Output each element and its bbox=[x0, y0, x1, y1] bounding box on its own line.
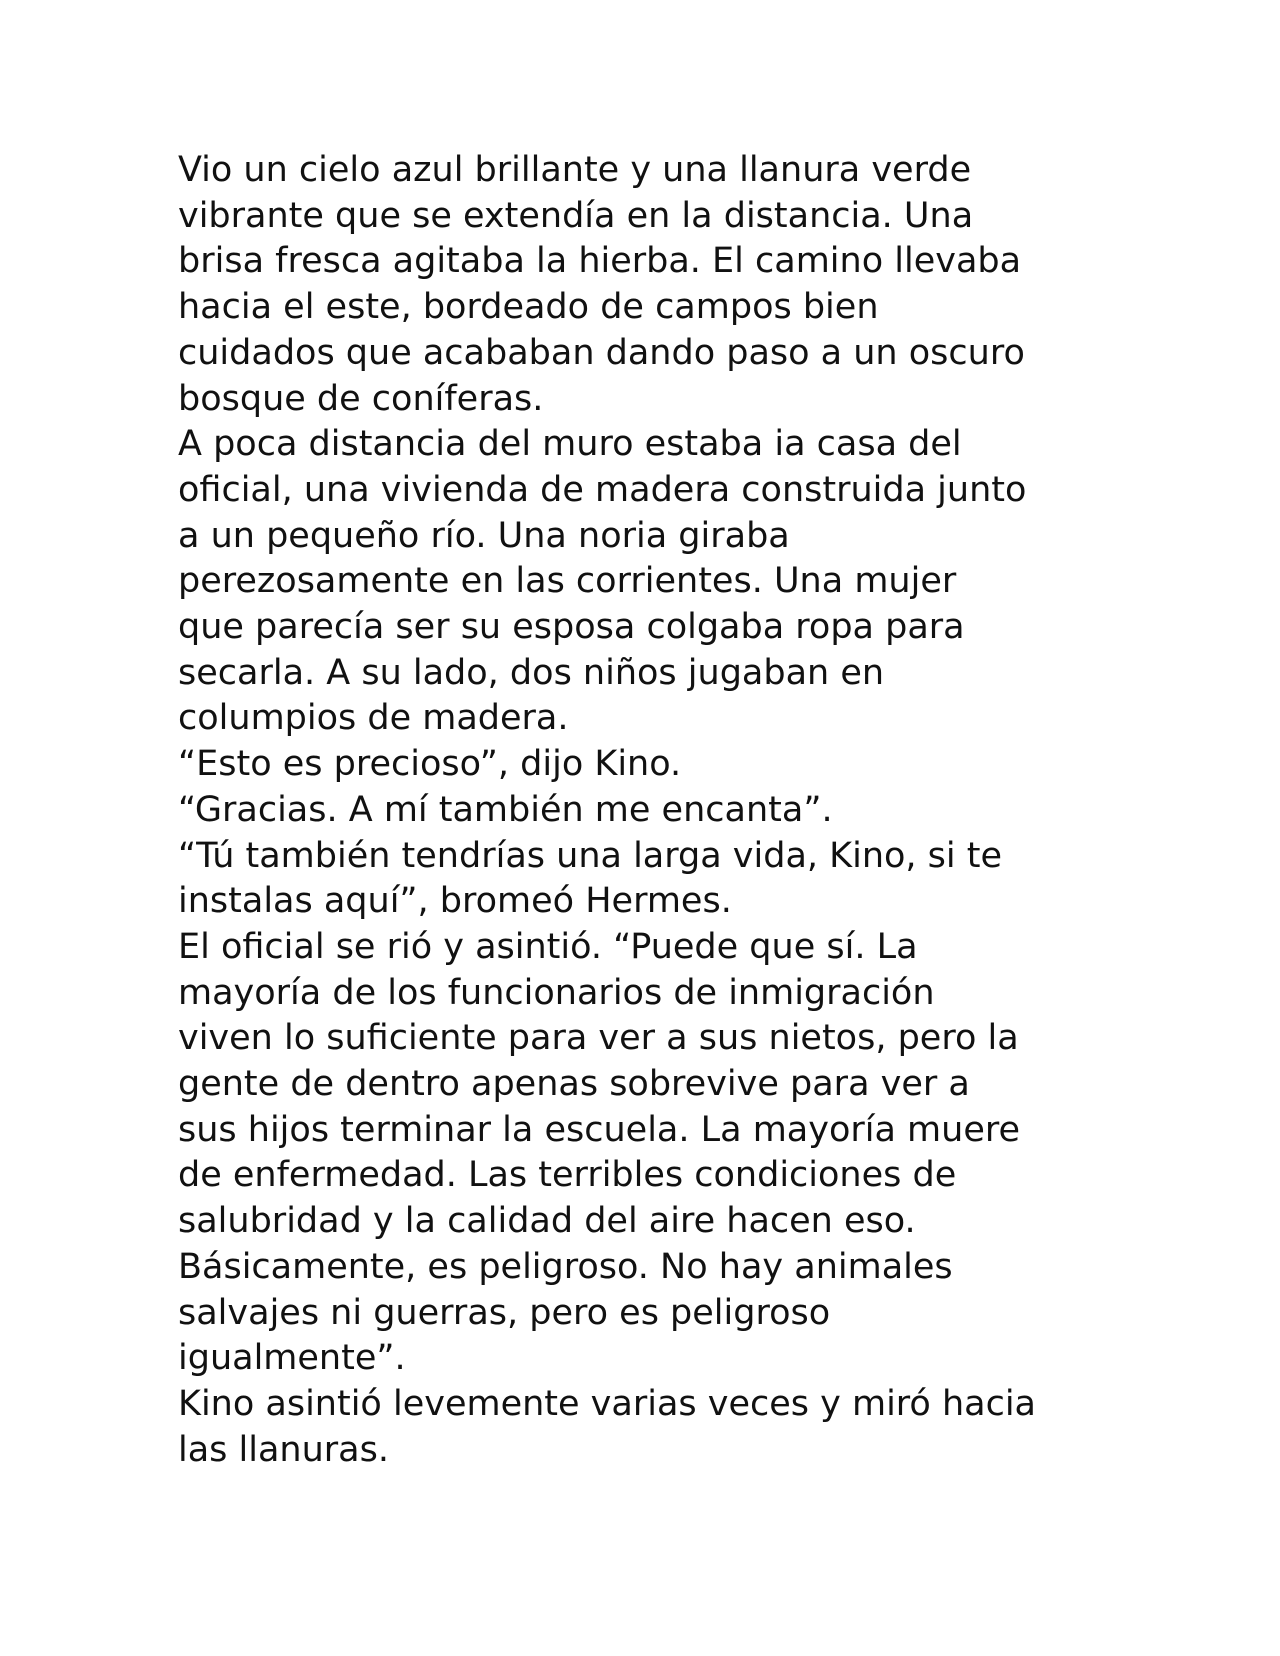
text-line: sus hijos terminar la escuela. La mayoría muere bbox=[178, 1109, 1021, 1150]
text-line: hacia el este, bordeado de campos bien bbox=[178, 287, 879, 328]
text-line: brisa fresca agitaba la hierba. El camino llevaba bbox=[178, 241, 1022, 282]
text-line: Básicamente, es peligroso. No hay animales bbox=[178, 1246, 953, 1287]
text-line: a un pequeño río. Una noria giraba bbox=[178, 515, 790, 556]
text-line: gente de dentro apenas sobrevive para ver a bbox=[178, 1064, 970, 1105]
text-line: “Gracias. A mí también me encanta”. bbox=[178, 789, 833, 830]
text-line: “Tú también tendrías una larga vida, Kino, si te bbox=[178, 835, 1003, 876]
text-line: salubridad y la calidad del aire hacen eso. bbox=[178, 1201, 916, 1242]
text-line: “Esto es precioso”, dijo Kino. bbox=[178, 744, 682, 785]
text-line: perezosamente en las corrientes. Una mujer bbox=[178, 561, 957, 602]
text-line: que parecía ser su esposa colgaba ropa para bbox=[178, 607, 965, 648]
text-line: de enfermedad. Las terribles condiciones de bbox=[178, 1155, 957, 1196]
text-line: viven lo suficiente para ver a sus nietos, pero la bbox=[178, 1018, 1019, 1059]
text-line: mayoría de los funcionarios de inmigración bbox=[178, 972, 935, 1013]
text-line: A poca distancia del muro estaba ia casa del bbox=[178, 424, 962, 465]
body-text bbox=[178, 148, 1178, 1473]
text-line: oficial, una vivienda de madera construida junto bbox=[178, 469, 1027, 510]
text-line: salvajes ni guerras, pero es peligroso bbox=[178, 1292, 831, 1333]
text-line: bosque de coníferas. bbox=[178, 378, 544, 419]
text-line: igualmente”. bbox=[178, 1338, 406, 1379]
text-line: las llanuras. bbox=[178, 1429, 389, 1470]
text-line: cuidados que acababan dando paso a un oscuro bbox=[178, 332, 1025, 373]
text-line: instalas aquí”, bromeó Hermes. bbox=[178, 881, 732, 922]
text-line: Vio un cielo azul brillante y una llanura verde bbox=[178, 150, 972, 190]
text-line: secarla. A su lado, dos niños jugaban en bbox=[178, 652, 885, 693]
text-line: columpios de madera. bbox=[178, 698, 569, 739]
text-line: El oficial se rió y asintió. “Puede que sí. La bbox=[178, 926, 918, 967]
text-line: vibrante que se extendía en la distancia. Una bbox=[178, 195, 974, 236]
text-line: Kino asintió levemente varias veces y miró hacia bbox=[178, 1383, 1036, 1424]
